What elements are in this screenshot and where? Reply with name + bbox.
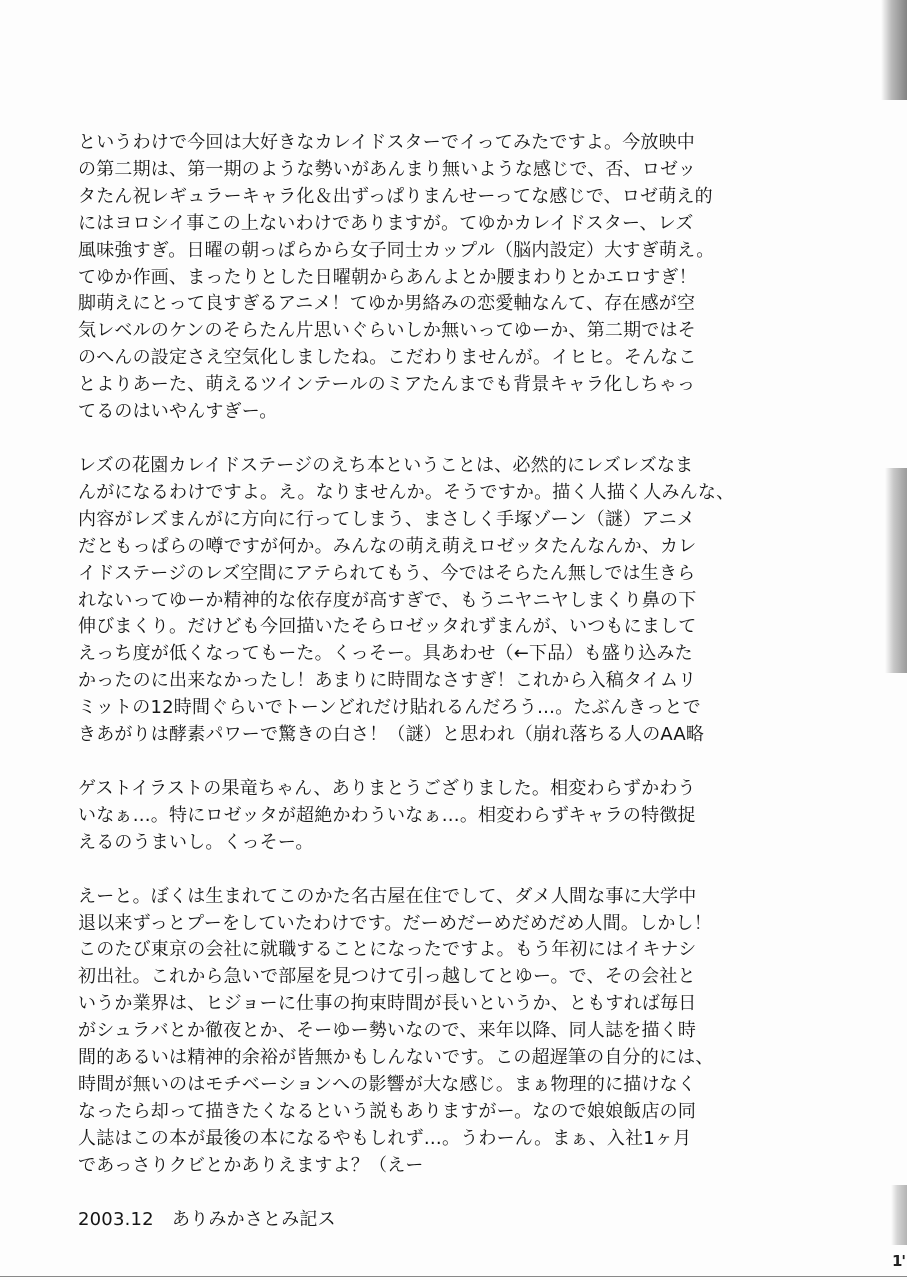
- scan-edge-mark: [885, 468, 907, 673]
- text-line: えっち度が低くなってもーた。くっそー。具あわせ（←下品）も盛り込みた: [78, 643, 693, 665]
- scan-edge-mark: [891, 1185, 907, 1245]
- text-line: てゆか作画、まったりとした日曜朝からあんよとか腰まわりとかエロすぎ！: [78, 266, 697, 288]
- text-line: であっさりクビとかありえますよ？（えー: [78, 1154, 424, 1176]
- paragraph: [78, 884, 783, 1180]
- text-line: のへんの設定さえ空気化しましたね。こだわりませんが。イヒヒ。そんなこ: [78, 347, 697, 369]
- text-line: いなぁ…。特にロゼッタが超絶かわういなぁ…。相変わらずキャラの特徴捉: [78, 804, 696, 826]
- text-line: かったのに出来なかったし！あまりに時間なさすぎ！これから入稿タイムリ: [78, 670, 697, 692]
- text-line: えるのうまいし。くっそー。: [78, 831, 314, 853]
- text-line: 初出社。これから急いで部屋を見つけて引っ越してとゆー。で、その会社と: [78, 966, 696, 988]
- afterword-text: [78, 130, 783, 1234]
- text-line: んがになるわけですよ。え。なりませんか。そうですか。描く人描く人みんな、: [78, 481, 735, 503]
- text-line: ゲストイラストの果竜ちゃん、ありまとうござりました。相変わらずかわう: [78, 777, 696, 799]
- paragraph: [78, 453, 783, 749]
- scan-edge-mark: [881, 0, 907, 100]
- text-line: 脚萌えにとって良すぎるアニメ！てゆか男絡みの恋愛軸なんて、存在感が空: [78, 293, 696, 315]
- paragraph: [78, 776, 783, 857]
- text-line: というわけで今回は大好きなカレイドスターでイってみたですよ。今放映中: [78, 132, 695, 153]
- text-line: ミットの12時間ぐらいでトーンどれだけ貼れるんだろう…。たぶんきっとで: [78, 697, 701, 719]
- text-line: とよりあーた、萌えるツインテールのミアたんまでも背景キャラ化しちゃっ: [78, 374, 696, 396]
- bottom-rule: [0, 1276, 907, 1277]
- text-line: イドステージのレズ空間にアテられてもう、今ではそらたん無しでは生きら: [78, 562, 696, 584]
- text-line: きあがりは酵素パワーで驚きの白さ！（謎）と思われ（崩れ落ちる人のAA略: [78, 724, 705, 746]
- paragraph: [78, 130, 783, 426]
- text-line: だともっぱらの噂ですが何か。みんなの萌え萌えロゼッタたんなんか、カレ: [78, 535, 697, 557]
- text-line: の第二期は、第一期のような勢いがあんまり無いような感じで、否、ロゼッ: [78, 158, 697, 180]
- text-line: 人誌はこの本が最後の本になるやもしれず…。うわーん。まぁ、入社1ヶ月: [78, 1127, 692, 1149]
- text-line: なったら却って描きたくなるという説もありますがー。なので娘娘飯店の同: [78, 1100, 697, 1122]
- page-number: 1': [891, 1252, 905, 1270]
- text-line: このたび東京の会社に就職することになったですよ。もう年初にはイキナシ: [78, 939, 697, 961]
- text-line: 時間が無いのはモチベーションへの影響が大な感じ。まぁ物理的に描けなく: [78, 1074, 697, 1095]
- text-line: 風味強すぎ。日曜の朝っぱらから女子同士カップル（脳内設定）大すぎ萌え。: [78, 239, 715, 261]
- text-line: えーと。ぼくは生まれてこのかた名古屋在住でして、ダメ人間な事に大学中: [78, 885, 697, 907]
- text-line: 内容がレズまんがに方向に行ってしまう、まさしく手塚ゾーン（謎）アニメ: [78, 508, 695, 530]
- text-line: れないってゆーか精神的な依存度が高すぎで、もうニヤニヤしまくり鼻の下: [78, 589, 697, 611]
- text-line: がシュラバとか徹夜とか、そーゆー勢いなので、来年以降、同人誌を描く時: [78, 1020, 697, 1042]
- text-line: タたん祝レギュラーキャラ化＆出ずっぱりまんせーってな感じで、ロゼ萌え的: [78, 185, 713, 207]
- text-line: 伸びまくり。だけども今回描いたそらロゼッタれずまんが、いつもにまして: [78, 616, 697, 638]
- signature-line: 2003.12 ありみかさとみ記ス: [78, 1208, 336, 1230]
- text-line: レズの花園カレイドステージのえち本ということは、必然的にレズレズなま: [78, 454, 694, 476]
- text-line: いうか業界は、ヒジョーに仕事の拘束時間が長いというか、ともすれば毎日: [78, 993, 697, 1015]
- text-line: てるのはいやんすぎー。: [78, 401, 278, 423]
- text-line: にはヨロシイ事この上ないわけでありますが。てゆかカレイドスター、レズ: [78, 212, 694, 234]
- text-line: 気レベルのケンのそらたん片思いぐらいしか無いってゆーか、第二期ではそ: [78, 320, 696, 342]
- text-line: 間的あるいは精神的余裕が皆無かもしんないです。この超遅筆の自分的には、: [78, 1047, 714, 1069]
- text-line: 退以来ずっとプーをしていたわけです。だーめだーめだめだめ人間。しかし！: [78, 912, 712, 934]
